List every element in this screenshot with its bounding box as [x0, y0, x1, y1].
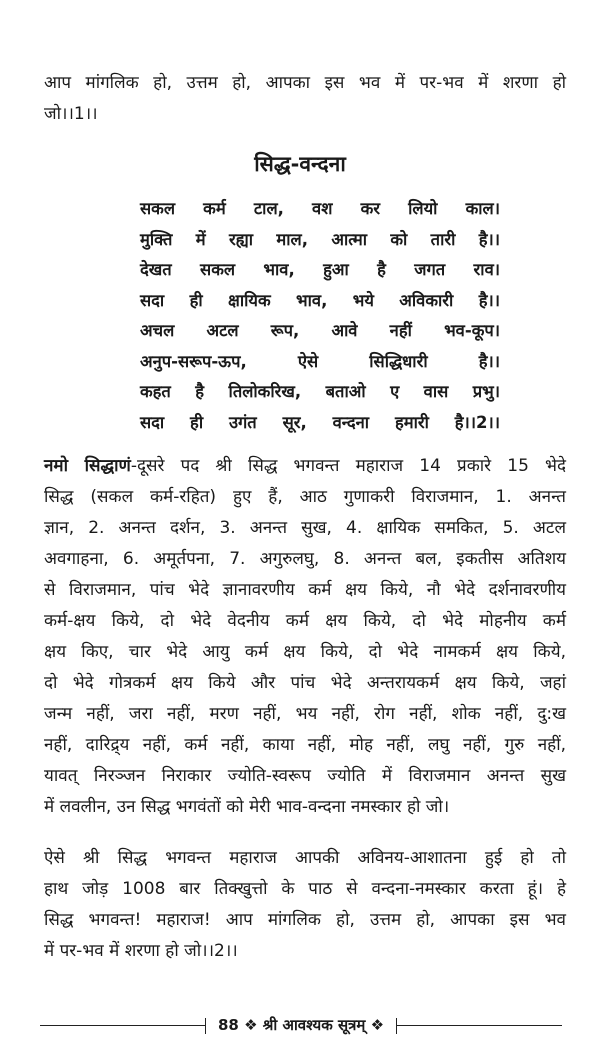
text-line: जन्म नहीं, जरा नहीं, मरण नहीं, भय नहीं, रोग नहीं, शोक नहीं, दु:ख: [44, 704, 566, 724]
verse-line: सदा ही क्षायिक भाव, भये अविकारी है।।: [140, 290, 500, 310]
closing-paragraph: [44, 843, 566, 967]
text-line: यावत् निरञ्जन निराकार ज्योति-स्वरूप ज्योति में विराजमान अनन्त सुख: [44, 766, 566, 786]
verse-block: [140, 194, 500, 438]
namo-siddhanam-paragraph: [44, 451, 566, 823]
text-line: से विराजमान, पांच भेदे ज्ञानावरणीय कर्म क्षय किये, नौ भेदे दर्शनावरणीय: [44, 580, 566, 600]
verse-line: मुक्ति में रह्या माल, आत्मा को तारी है।।: [140, 229, 500, 249]
text-line: कर्म-क्षय किये, दो भेदे वेदनीय कर्म क्षय किये, दो भेदे मोहनीय कर्म: [44, 611, 566, 631]
footer-page-label: 88 ❖ श्री आवश्यक सूत्रम् ❖: [217, 1016, 385, 1034]
footer-rule-right: [396, 1025, 562, 1026]
top-paragraph: [44, 68, 566, 130]
text-line: सिद्ध भगवन्त! महाराज! आप मांगलिक हो, उत्तम हो, आपका इस भव: [44, 910, 566, 930]
text-line: [44, 451, 566, 482]
verse-line: अचल अटल रूप, आवे नहीं भव-कूप।: [140, 321, 500, 340]
heading-line-text: -दूसरे पद श्री सिद्ध भगवन्त महाराज 14 प्रकारे 15 भेदे: [130, 456, 566, 476]
text-line: आप मांगलिक हो, उत्तम हो, आपका इस भव में पर-भव में शरणा हो: [44, 73, 566, 93]
text-line: दो भेदे गोत्रकर्म क्षय किये और पांच भेदे अन्तरायकर्म क्षय किये, जहां: [44, 673, 566, 693]
text-line: नहीं, दारिद्र्य नहीं, कर्म नहीं, काया नहीं, मोह नहीं, लघु नहीं, गुरु नहीं,: [44, 735, 566, 755]
footer-rule-left: [40, 1025, 206, 1026]
verse-line: देखत सकल भाव, हुआ है जगत राव।: [140, 260, 500, 279]
text-line: जो।।1।।: [44, 104, 98, 124]
text-line: अवगाहना, 6. अमूर्तपना, 7. अगुरुलघु, 8. अनन्त बल, इकतीस अतिशय: [44, 549, 566, 569]
verse-line: सदा ही उगंत सूर, वन्दना हमारी है।।2।।: [140, 412, 500, 432]
text-line: ऐसे श्री सिद्ध भगवन्त महाराज आपकी अविनय-आशातना हुई हो तो: [44, 848, 566, 868]
text-line: सिद्ध (सकल कर्म-रहित) हुए हैं, आठ गुणाकरी विराजमान, 1. अनन्त: [44, 487, 566, 507]
verse-line: सकल कर्म टाल, वश कर लियो काल।: [140, 199, 500, 218]
section-title: सिद्ध-वन्दना: [254, 152, 346, 176]
page-footer: [40, 1012, 562, 1038]
verse-line: कहत है तिलोकरिख, बताओ ए वास प्रभु।: [140, 382, 500, 401]
text-line: में पर-भव में शरणा हो जो।।2।।: [44, 941, 238, 961]
verse-line: अनुप-सरूप-ऊप, ऐसे सिद्धिधारी है।।: [140, 351, 500, 371]
text-line: क्षय किए, चार भेदे आयु कर्म क्षय किये, दो भेदे नामकर्म क्षय किये,: [44, 642, 566, 662]
text-line: हाथ जोड़ 1008 बार तिक्खुत्तो के पाठ से वन्दना-नमस्कार करता हूं। हे: [44, 879, 566, 899]
text-line: में लवलीन, उन सिद्ध भगवंतों को मेरी भाव-वन्दना नमस्कार हो जो।: [44, 797, 450, 817]
text-line: ज्ञान, 2. अनन्त दर्शन, 3. अनन्त सुख, 4. क्षायिक समकित, 5. अटल: [44, 518, 566, 538]
paragraph-heading: नमो सिद्धाणं: [44, 456, 131, 476]
